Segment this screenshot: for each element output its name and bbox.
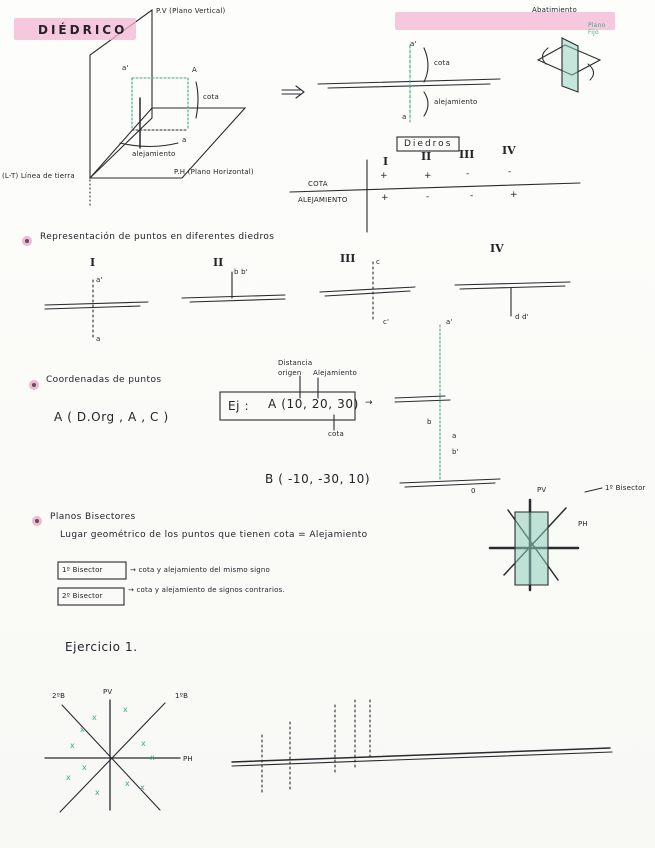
a-label: A bbox=[192, 66, 197, 74]
col-III: III bbox=[459, 148, 475, 161]
row-cota-v3: - bbox=[466, 169, 470, 179]
second-bisector-label: 2º Bisector bbox=[62, 592, 103, 600]
diedros-title: Diedros bbox=[404, 139, 453, 149]
coord-b-prime: b' bbox=[452, 448, 459, 456]
section-bisectors-heading: Planos Bisectores bbox=[50, 512, 136, 522]
row-alej-v2: - bbox=[426, 192, 430, 202]
exercise-title: Ejercicio 1. bbox=[65, 640, 138, 654]
row-cota-v4: - bbox=[508, 167, 512, 177]
svg-text:x: x bbox=[150, 753, 155, 762]
pv-label: P.V (Plano Vertical) bbox=[156, 7, 226, 15]
plano-fijo-label: Plano Fijo bbox=[588, 22, 606, 36]
svg-text:x: x bbox=[140, 783, 145, 792]
coord-a-lower: a bbox=[452, 432, 457, 440]
row-cota-v2: + bbox=[424, 171, 432, 181]
row-alej-v1: + bbox=[381, 193, 389, 203]
svg-text:x: x bbox=[66, 773, 71, 782]
case-I-upper: a' bbox=[96, 276, 103, 284]
cota-label: cota bbox=[203, 93, 219, 101]
row-cota-label: COTA bbox=[308, 180, 328, 188]
alejamiento-label: alejamiento bbox=[132, 150, 176, 158]
case-III-lower: c' bbox=[383, 318, 390, 326]
case-III-upper: c bbox=[376, 258, 381, 266]
page-title: DIÉDRICO bbox=[38, 23, 128, 37]
first-bisector-text: → cota y alejamiento del mismo signo bbox=[130, 566, 270, 574]
row-alej-label: ALEJAMIENTO bbox=[298, 196, 348, 204]
bisector-pv: PV bbox=[537, 486, 547, 494]
svg-text:x: x bbox=[141, 739, 146, 748]
col-IV: IV bbox=[502, 144, 516, 157]
svg-text:x: x bbox=[80, 725, 85, 734]
svg-text:x: x bbox=[70, 741, 75, 750]
svg-text:x: x bbox=[92, 713, 97, 722]
svg-text:x: x bbox=[82, 763, 87, 772]
coord-b-lower: b bbox=[427, 418, 432, 426]
bullet-coords bbox=[29, 380, 39, 390]
case-III-roman: III bbox=[340, 252, 356, 265]
exercise-ph: PH bbox=[183, 755, 193, 763]
case-II-upper: b b' bbox=[234, 268, 248, 276]
right-title-highlight bbox=[395, 12, 615, 30]
proj-a-lower: a bbox=[402, 113, 407, 121]
case-IV-lower: d d' bbox=[515, 313, 529, 321]
coords-formula: A ( D.Org , A , C ) bbox=[54, 410, 169, 424]
section-points-heading: Representación de puntos en diferentes diedros bbox=[40, 232, 275, 242]
col-II: II bbox=[421, 150, 432, 163]
case-II-roman: II bbox=[213, 256, 224, 269]
b-example: B ( -10, -30, 10) bbox=[265, 472, 371, 486]
proj-a-prime: a' bbox=[410, 40, 417, 48]
a-lower-label: a bbox=[182, 136, 187, 144]
exercise-1b: 1ºB bbox=[175, 692, 189, 700]
example-value: A (10, 20, 30) bbox=[268, 397, 359, 411]
first-bisector-label: 1º Bisector bbox=[62, 566, 103, 574]
section-coords-heading: Coordenadas de puntos bbox=[46, 375, 162, 385]
case-I-roman: I bbox=[90, 256, 96, 269]
coord-zero: 0 bbox=[471, 487, 476, 495]
bullet-points bbox=[22, 236, 32, 246]
bisectors-definition: Lugar geométrico de los puntos que tienen cota = Alejamiento bbox=[60, 530, 368, 540]
row-alej-v4: + bbox=[510, 190, 518, 200]
abatimiento-label: Abatimiento bbox=[532, 6, 577, 14]
case-IV-roman: IV bbox=[490, 242, 504, 255]
origen-label: origen bbox=[278, 369, 302, 377]
lt-label: (L-T) Línea de tierra bbox=[2, 172, 75, 180]
distancia-label: Distancia bbox=[278, 359, 313, 367]
proj-cota: cota bbox=[434, 59, 450, 67]
coord-a-prime: a' bbox=[446, 318, 453, 326]
second-bisector-text: → cota y alejamiento de signos contrarios. bbox=[128, 586, 285, 594]
bisector-callout: 1º Bisector bbox=[605, 484, 646, 492]
alejamiento-coord-label: Alejamiento bbox=[313, 369, 358, 377]
row-alej-v3: - bbox=[470, 191, 474, 201]
row-cota-v1: + bbox=[380, 171, 388, 181]
svg-text:x: x bbox=[95, 788, 100, 797]
cota-coord-label: cota bbox=[328, 430, 344, 438]
case-I-lower: a bbox=[96, 335, 101, 343]
a-prime-label: a' bbox=[122, 64, 129, 72]
coords-arrow: → bbox=[365, 398, 373, 408]
bullet-bisectors bbox=[32, 516, 42, 526]
svg-text:x: x bbox=[123, 705, 128, 714]
proj-alejamiento: alejamiento bbox=[434, 98, 478, 106]
bisector-ph: PH bbox=[578, 520, 588, 528]
exercise-pv: PV bbox=[103, 688, 113, 696]
svg-text:x: x bbox=[125, 779, 130, 788]
example-prefix: Ej : bbox=[228, 399, 250, 413]
exercise-2b: 2ºB bbox=[52, 692, 66, 700]
ph-label: P.H (Plano Horizontal) bbox=[174, 168, 254, 176]
col-I: I bbox=[383, 155, 389, 168]
